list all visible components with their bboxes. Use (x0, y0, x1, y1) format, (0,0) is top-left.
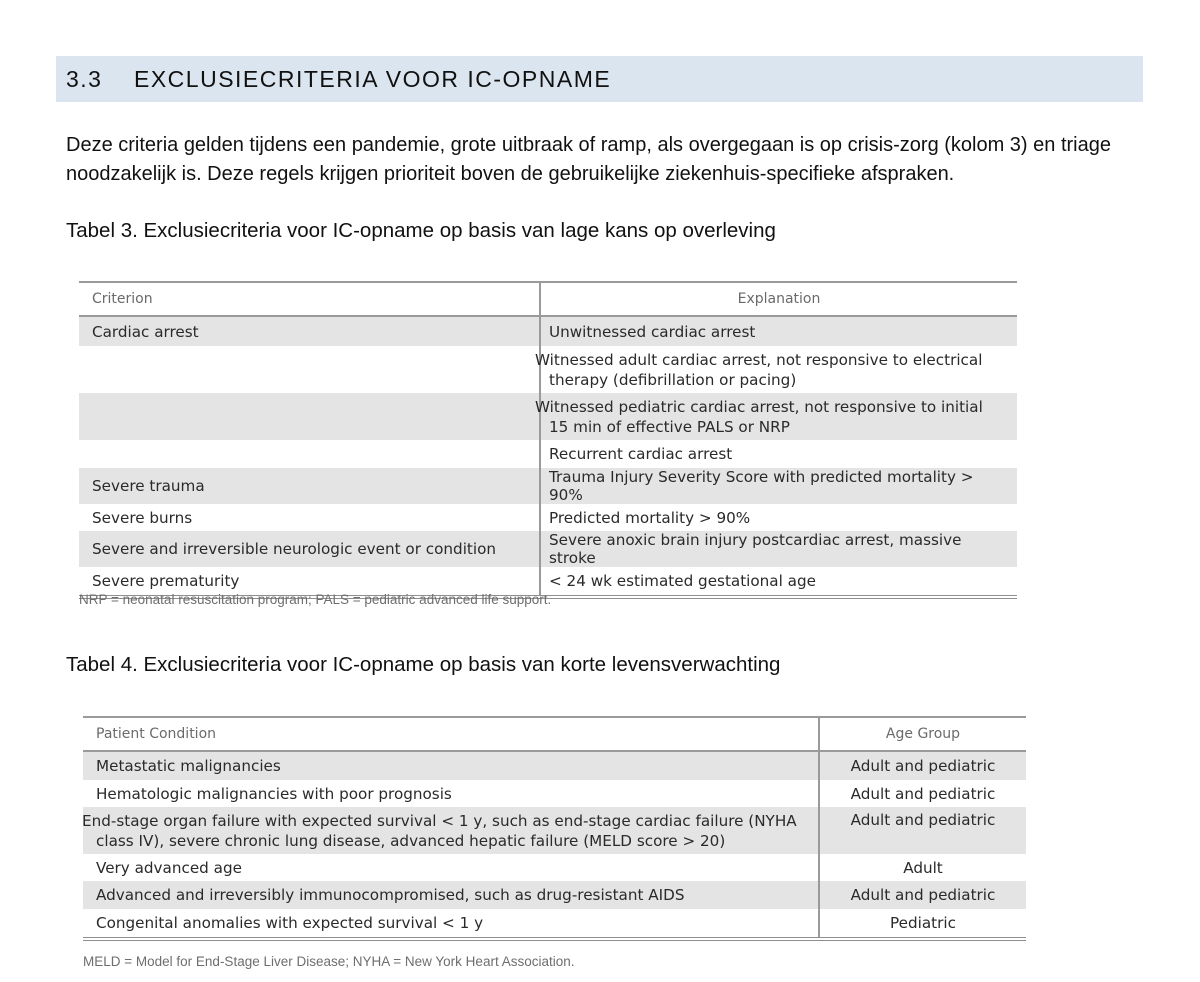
age-group-cell: Adult (819, 854, 1026, 881)
explanation-cell: Severe anoxic brain injury postcardiac arrest, massive stroke (540, 531, 1017, 567)
criterion-cell (79, 346, 540, 393)
condition-cell: Advanced and irreversibly immunocompromised, such as drug-resistant AIDS (83, 881, 819, 909)
table4-caption: Tabel 4. Exclusiecriteria voor IC-opname op basis van korte levensverwachting (66, 653, 781, 676)
condition-cell: Very advanced age (96, 858, 242, 877)
explanation-cell: Trauma Injury Severity Score with predicted mortality > 90% (540, 468, 1017, 504)
criterion-cell (79, 393, 540, 440)
age-group-cell: Adult and pediatric (819, 751, 1026, 780)
table-row (83, 780, 1026, 807)
criterion-cell: Cardiac arrest (79, 316, 540, 346)
criterion-cell: Severe and irreversible neurologic event or condition (79, 531, 540, 567)
criterion-cell: Severe prematurity (79, 567, 540, 597)
table-row (83, 909, 1026, 939)
section-header (56, 56, 1143, 102)
table-row (79, 346, 1017, 393)
condition-cell: Metastatic malignancies (83, 751, 819, 780)
explanation-cell: Witnessed pediatric cardiac arrest, not responsive to initial 15 min of effective PALS or NRP (540, 393, 1017, 440)
table-row (83, 751, 1026, 780)
age-group-cell: Adult and pediatric (819, 780, 1026, 807)
table-row (83, 807, 1026, 854)
intro-paragraph: Deze criteria gelden tijdens een pandemie, grote uitbraak of ramp, als overgegaan is op crisis-zorg (kolom 3) en triage noodzakelijk is. Deze regels krijgen prioriteit boven de gebruikelijke ziekenhuis-specifieke afspraken. (66, 134, 1111, 185)
table4 (83, 716, 1026, 941)
explanation-cell: Predicted mortality > 90% (540, 504, 1017, 531)
explanation-cell: Recurrent cardiac arrest (540, 440, 1017, 468)
table4-header-condition: Patient Condition (83, 717, 819, 751)
section-title: EXCLUSIECRITERIA VOOR IC-OPNAME (134, 65, 612, 92)
table3-header-row (79, 282, 1017, 316)
table4-footnote: MELD = Model for End-Stage Liver Disease; NYHA = New York Heart Association. (83, 954, 575, 969)
table3-caption: Tabel 3. Exclusiecriteria voor IC-opname op basis van lage kans op overleving (66, 219, 776, 242)
table3 (79, 281, 1017, 599)
table4-header-age-group: Age Group (819, 717, 1026, 751)
criterion-cell: Severe trauma (79, 468, 540, 504)
age-group-cell: Adult and pediatric (819, 807, 1026, 854)
table-row (79, 468, 1017, 504)
table-row (83, 881, 1026, 909)
age-group-cell: Pediatric (819, 909, 1026, 939)
table-row (79, 393, 1017, 440)
condition-cell: Congenital anomalies with expected survival < 1 y (83, 909, 819, 939)
table-row (79, 316, 1017, 346)
section-number: 3.3 (66, 65, 103, 92)
explanation-cell: < 24 wk estimated gestational age (540, 567, 1017, 597)
table-row (83, 854, 1026, 881)
table3-header-explanation: Explanation (540, 282, 1017, 316)
table4-header-row (83, 717, 1026, 751)
criterion-cell (79, 440, 540, 468)
condition-cell: Hematologic malignancies with poor prognosis (96, 784, 452, 803)
table-row (79, 504, 1017, 531)
age-group-cell: Adult and pediatric (819, 881, 1026, 909)
table-row (79, 440, 1017, 468)
table3-footnote: NRP = neonatal resuscitation program; PALS = pediatric advanced life support. (79, 592, 552, 607)
criterion-cell: Severe burns (92, 508, 193, 527)
explanation-cell: Unwitnessed cardiac arrest (540, 316, 1017, 346)
table3-header-criterion: Criterion (79, 282, 540, 316)
explanation-cell: Witnessed adult cardiac arrest, not responsive to electrical therapy (defibrillation or pacing) (540, 346, 1017, 393)
condition-cell: End-stage organ failure with expected survival < 1 y, such as end-stage cardiac failure (NYHA class IV), severe chronic lung disease, advanced hepatic failure (MELD score > 20) (83, 807, 819, 854)
table-row (79, 531, 1017, 567)
